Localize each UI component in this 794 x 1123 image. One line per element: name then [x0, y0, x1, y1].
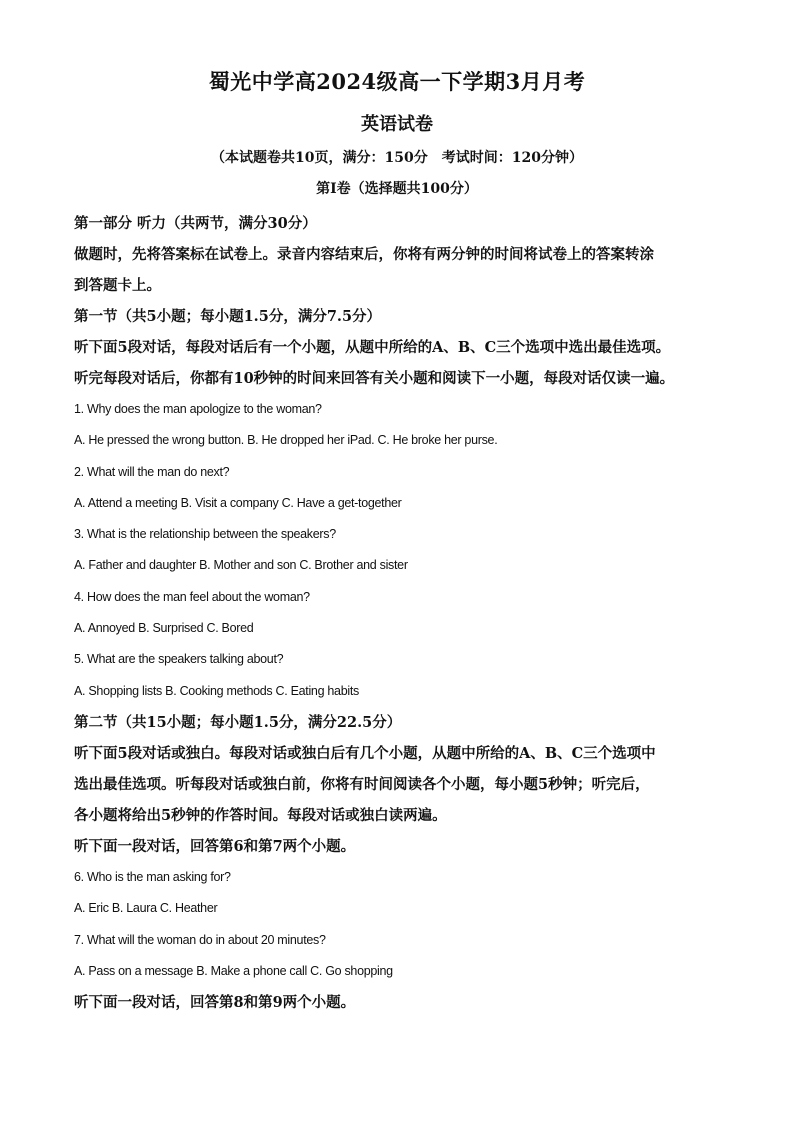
question-text: 6. Who is the man asking for?	[74, 869, 231, 884]
group-heading-6-7: 听下面一段对话，回答第6和第7两个小题。	[74, 837, 356, 855]
exam-info: （本试题卷共10页，满分：150分 考试时间：120分钟）	[211, 150, 583, 166]
question-options: A. Shopping lists B. Cooking methods C. Eating habits	[74, 683, 359, 698]
part1-instruction-line2: 到答题卡上。	[74, 277, 161, 294]
question-text: 5. What are the speakers talking about?	[74, 652, 284, 667]
section1-heading: 第一节（共5小题；每小题1.5分，满分7.5分）	[74, 308, 382, 325]
section2-instruction-line1: 听下面5段对话或独白。每段对话或独白后有几个小题，从题中所给的A、B、C三个选项中	[74, 744, 656, 762]
part1-heading: 第一部分 听力（共两节，满分30分）	[74, 215, 317, 232]
question-text: 7. What will the woman do in about 20 minutes?	[74, 932, 326, 947]
section2-instruction-line3: 各小题将给出5秒钟的作答时间。每段对话或独白读两遍。	[74, 806, 447, 824]
section2-heading: 第二节（共15小题；每小题1.5分，满分22.5分）	[74, 713, 402, 731]
group-heading-8-9: 听下面一段对话，回答第8和第9两个小题。	[74, 994, 356, 1012]
question-text: 1. Why does the man apologize to the woman?	[74, 402, 322, 416]
section1-instruction-line2: 听完每段对话后，你都有10秒钟的时间来回答有关小题和阅读下一小题，每段对话仅读一遍。	[74, 370, 675, 387]
exam-subtitle: 英语试卷	[361, 114, 433, 135]
question-options: A. Pass on a message B. Make a phone call C. Go shopping	[74, 963, 393, 978]
section2-instruction-line2: 选出最佳选项。听每段对话或独白前，你将有时间阅读各个小题，每小题5秒钟；听完后，	[74, 775, 650, 793]
question-options: A. Father and daughter B. Mother and son C. Brother and sister	[74, 558, 408, 573]
question-text: 3. What is the relationship between the speakers?	[74, 527, 336, 542]
exam-body	[74, 208, 724, 1018]
question-text: 2. What will the man do next?	[74, 464, 230, 479]
part1-instruction-line1: 做题时，先将答案标在试卷上。录音内容结束后，你将有两分钟的时间将试卷上的答案转涂	[74, 246, 654, 263]
section1-instruction-line1: 听下面5段对话，每段对话后有一个小题，从题中所给的A、B、C三个选项中选出最佳选项。	[74, 339, 671, 356]
question-options: A. Attend a meeting B. Visit a company C. Have a get-together	[74, 495, 402, 510]
question-options: A. Annoyed B. Surprised C. Bored	[74, 621, 254, 636]
question-text: 4. How does the man feel about the woman?	[74, 589, 310, 604]
question-options: A. He pressed the wrong button. B. He dropped her iPad. C. He broke her purse.	[74, 433, 498, 448]
exam-title: 蜀光中学高2024级高一下学期3月月考	[208, 69, 586, 94]
question-options: A. Eric B. Laura C. Heather	[74, 901, 218, 916]
volume-heading: 第I卷（选择题共100分）	[316, 181, 478, 197]
